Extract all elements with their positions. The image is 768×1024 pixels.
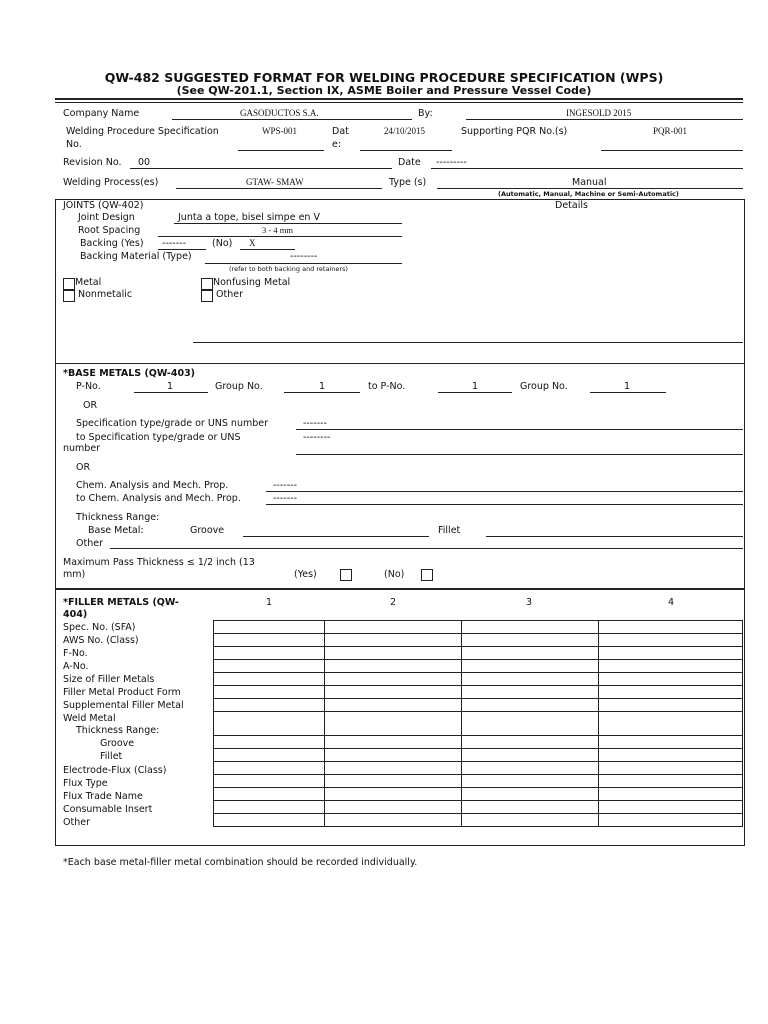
filler-row-label: Groove — [100, 738, 135, 749]
groove-label: Groove — [190, 525, 225, 536]
to-spec-label-number: number — [63, 443, 101, 454]
filler-cell[interactable] — [325, 686, 462, 699]
revision-field-line — [130, 168, 392, 169]
wps-label: Welding Procedure Specification — [66, 126, 219, 137]
by-label: By: — [418, 108, 433, 119]
filler-cell[interactable] — [599, 814, 743, 827]
filler-cell[interactable] — [325, 647, 462, 660]
date2-label: Date — [398, 157, 421, 168]
other-thickness-line[interactable] — [110, 548, 743, 549]
company-label: Company Name — [63, 108, 140, 119]
filler-cell[interactable] — [462, 660, 599, 673]
filler-cell[interactable] — [325, 788, 462, 801]
date2-value[interactable]: --------- — [436, 157, 467, 168]
group2-line — [590, 392, 666, 393]
max-pass-yes-label: (Yes) — [294, 569, 317, 580]
filler-row-label: Filler Metal Product Form — [63, 687, 181, 698]
filler-cell[interactable] — [462, 647, 599, 660]
nonmetallic-checkbox[interactable] — [63, 290, 75, 302]
filler-row-label: Other — [63, 817, 90, 828]
filler-cell[interactable] — [599, 762, 743, 775]
filler-cell[interactable] — [599, 699, 743, 712]
backing-material-line — [205, 263, 402, 264]
filler-cell[interactable] — [214, 775, 325, 788]
filler-cell[interactable] — [214, 749, 325, 762]
filler-row-label: Supplemental Filler Metal — [63, 700, 184, 711]
process-field-line — [176, 188, 382, 189]
to-pno-label: to P-No. — [368, 381, 406, 392]
filler-cell[interactable] — [599, 801, 743, 814]
type-field-line — [437, 188, 743, 189]
other-label: Other — [216, 289, 243, 300]
type-label: Type (s) — [389, 177, 427, 188]
filler-cell[interactable] — [462, 801, 599, 814]
filler-cell[interactable] — [214, 660, 325, 673]
root-spacing-label: Root Spacing — [78, 225, 141, 236]
filler-cell[interactable] — [325, 660, 462, 673]
filler-cell[interactable] — [462, 621, 599, 634]
backing-material-value[interactable]: -------- — [290, 251, 318, 262]
filler-row-label: Flux Trade Name — [63, 791, 143, 802]
max-pass-no-checkbox[interactable] — [421, 569, 433, 581]
filler-row-label: A-No. — [63, 661, 89, 672]
pqr-field-line — [601, 150, 743, 151]
thickness-label: Thickness Range: — [76, 512, 160, 523]
pqr-value[interactable]: PQR-001 — [653, 126, 688, 136]
filler-row-label: F-No. — [63, 648, 88, 659]
nonfusing-metal-label: Nonfusing Metal — [213, 277, 291, 288]
filler-cell[interactable] — [214, 788, 325, 801]
filler-cell[interactable] — [599, 736, 743, 749]
filler-cell[interactable] — [214, 762, 325, 775]
filler-cell[interactable] — [599, 634, 743, 647]
group-line — [284, 392, 360, 393]
wps-label-no: No. — [66, 139, 82, 150]
filler-cell[interactable] — [325, 801, 462, 814]
title-rule — [55, 98, 743, 100]
filler-row-label: Thickness Range: — [76, 725, 160, 736]
process-label: Welding Process(es) — [63, 177, 159, 188]
group-value[interactable]: 1 — [319, 381, 326, 392]
filler-cell[interactable] — [462, 749, 599, 762]
filler-col-4: 4 — [668, 597, 675, 608]
date-label-e: e: — [332, 139, 342, 150]
metal-label: Metal — [75, 277, 102, 288]
backing-label: Backing (Yes) — [80, 238, 144, 249]
backing-no-label: (No) — [212, 238, 233, 249]
backing-no-line — [240, 249, 295, 250]
max-pass-no-label: (No) — [384, 569, 405, 580]
company-field-line — [172, 119, 412, 120]
filler-row-label: Consumable Insert — [63, 804, 153, 815]
joints-details-line — [193, 342, 743, 343]
metal-checkbox[interactable] — [63, 278, 75, 290]
filler-metals-heading: *FILLER METALS (QW- — [63, 597, 179, 608]
date-field-line — [360, 150, 452, 151]
filler-col-1: 1 — [266, 597, 273, 608]
filler-cell[interactable] — [599, 621, 743, 634]
filler-cell[interactable] — [214, 686, 325, 699]
other-checkbox[interactable] — [201, 290, 213, 302]
group-label: Group No. — [215, 381, 263, 392]
filler-cell[interactable] — [462, 814, 599, 827]
max-pass-label-mm: mm) — [63, 569, 86, 580]
filler-cell[interactable] — [214, 699, 325, 712]
filler-cell[interactable] — [462, 762, 599, 775]
process-value[interactable]: GTAW- SMAW — [246, 177, 304, 187]
filler-row-label: Spec. No. (SFA) — [63, 622, 136, 633]
filler-cell[interactable] — [599, 775, 743, 788]
filler-col-3: 3 — [526, 597, 533, 608]
filler-cell[interactable] — [462, 788, 599, 801]
fillet-line[interactable] — [486, 536, 743, 537]
joint-design-label: Joint Design — [78, 212, 135, 223]
filler-row-label: Flux Type — [63, 778, 108, 789]
filler-cell[interactable] — [462, 736, 599, 749]
filler-row-label: AWS No. (Class) — [63, 635, 139, 646]
filler-cell[interactable] — [214, 712, 325, 736]
to-spec-value[interactable]: -------- — [303, 432, 331, 443]
other-thickness-label: Other — [76, 538, 103, 549]
footnote: *Each base metal-filler metal combination should be recorded individually. — [63, 857, 418, 868]
filler-cell[interactable] — [214, 673, 325, 686]
pno-value[interactable]: 1 — [167, 381, 174, 392]
by-value[interactable]: INGESOLD 2015 — [566, 108, 632, 118]
filler-cell[interactable] — [599, 749, 743, 762]
root-spacing-line — [158, 236, 402, 237]
revision-label: Revision No. — [63, 157, 122, 168]
to-pno-line — [438, 392, 512, 393]
backing-yes-line — [158, 249, 206, 250]
filler-cell[interactable] — [214, 814, 325, 827]
filler-cell[interactable] — [325, 673, 462, 686]
filler-cell[interactable] — [599, 647, 743, 660]
filler-cell[interactable] — [214, 621, 325, 634]
filler-cell[interactable] — [325, 736, 462, 749]
filler-metals-heading-2: 404) — [63, 609, 88, 620]
filler-cell[interactable] — [462, 699, 599, 712]
type-value[interactable]: Manual — [572, 177, 607, 188]
group2-value[interactable]: 1 — [624, 381, 631, 392]
base-metal-label: Base Metal: — [88, 525, 144, 536]
filler-row-label: Weld Metal — [63, 713, 116, 724]
filler-cell[interactable] — [599, 660, 743, 673]
filler-col-2: 2 — [390, 597, 397, 608]
page-subtitle: (See QW-201.1, Section IX, ASME Boiler and Pressure Vessel Code) — [176, 84, 592, 97]
filler-cell[interactable] — [599, 712, 743, 736]
chem-label: Chem. Analysis and Mech. Prop. — [76, 480, 229, 491]
chem-line — [266, 491, 743, 492]
date-value[interactable]: 24/10/2015 — [384, 126, 426, 136]
nonfusing-metal-checkbox[interactable] — [201, 278, 213, 290]
base-metals-section — [55, 362, 745, 589]
filler-cell[interactable] — [325, 712, 462, 736]
filler-cell[interactable] — [214, 801, 325, 814]
backing-no-value[interactable]: X — [249, 238, 256, 248]
details-label: Details — [555, 200, 588, 211]
filler-row-label: Size of Filler Metals — [63, 674, 155, 685]
to-chem-line — [266, 504, 743, 505]
date-label: Dat — [332, 126, 349, 137]
backing-material-label: Backing Material (Type) — [80, 251, 192, 262]
filler-row-label: Electrode-Flux (Class) — [63, 765, 167, 776]
filler-row-label: Fillet — [100, 751, 123, 762]
pqr-label: Supporting PQR No.(s) — [461, 126, 568, 137]
filler-cell[interactable] — [462, 673, 599, 686]
filler-cell[interactable] — [599, 788, 743, 801]
filler-cell[interactable] — [325, 634, 462, 647]
filler-metals-table — [213, 620, 743, 827]
date2-field-line — [431, 168, 743, 169]
max-pass-label: Maximum Pass Thickness ≤ 1/2 inch (13 — [63, 557, 255, 568]
spec-value[interactable]: ------- — [303, 418, 327, 429]
joint-design-value[interactable]: Junta a tope, bisel simpe en V — [178, 212, 320, 223]
filler-cell[interactable] — [599, 673, 743, 686]
wps-value[interactable]: WPS-001 — [262, 126, 298, 136]
fillet-label: Fillet — [438, 525, 461, 536]
type-note: (Automatic, Manual, Machine or Semi-Automatic) — [498, 190, 679, 198]
filler-cell[interactable] — [462, 686, 599, 699]
to-chem-label: to Chem. Analysis and Mech. Prop. — [76, 493, 241, 504]
company-value[interactable]: GASODUCTOS S.A. — [240, 108, 319, 118]
filler-cell[interactable] — [214, 647, 325, 660]
or-1: OR — [83, 400, 98, 411]
joint-design-line — [174, 223, 402, 224]
chem-value[interactable]: ------- — [273, 480, 297, 491]
backing-yes-value[interactable]: ------- — [162, 238, 186, 249]
filler-cell[interactable] — [325, 699, 462, 712]
filler-cell[interactable] — [325, 762, 462, 775]
revision-value[interactable]: 00 — [138, 157, 151, 168]
filler-cell[interactable] — [325, 775, 462, 788]
filler-cell[interactable] — [214, 634, 325, 647]
base-metals-heading: *BASE METALS (QW-403) — [63, 368, 196, 379]
filler-cell[interactable] — [325, 621, 462, 634]
backing-note: (refer to both backing and retainers) — [229, 265, 348, 273]
to-spec-line — [296, 454, 743, 455]
max-pass-yes-checkbox[interactable] — [340, 569, 352, 581]
nonmetallic-label: Nonmetalic — [78, 289, 133, 300]
to-spec-label: to Specification type/grade or UNS — [76, 432, 241, 443]
pno-line — [134, 392, 208, 393]
to-chem-value[interactable]: ------- — [273, 493, 297, 504]
filler-cell[interactable] — [462, 712, 599, 736]
filler-cell[interactable] — [325, 749, 462, 762]
page-title: QW-482 SUGGESTED FORMAT FOR WELDING PROCEDURE SPECIFICATION (WPS) — [104, 70, 664, 85]
group2-label: Group No. — [520, 381, 568, 392]
filler-cell[interactable] — [214, 736, 325, 749]
by-field-line — [466, 119, 743, 120]
filler-cell[interactable] — [462, 775, 599, 788]
groove-line[interactable] — [243, 536, 429, 537]
title-rule-thin — [55, 102, 743, 103]
filler-cell[interactable] — [325, 814, 462, 827]
pno-label: P-No. — [76, 381, 101, 392]
joints-heading: JOINTS (QW-402) — [63, 200, 144, 211]
spec-label: Specification type/grade or UNS number — [76, 418, 269, 429]
filler-cell[interactable] — [599, 686, 743, 699]
filler-cell[interactable] — [462, 634, 599, 647]
spec-line — [296, 429, 743, 430]
or-2: OR — [76, 462, 91, 473]
root-spacing-value[interactable]: 3 - 4 mm — [262, 225, 293, 235]
wps-field-line — [238, 150, 324, 151]
to-pno-value[interactable]: 1 — [472, 381, 479, 392]
